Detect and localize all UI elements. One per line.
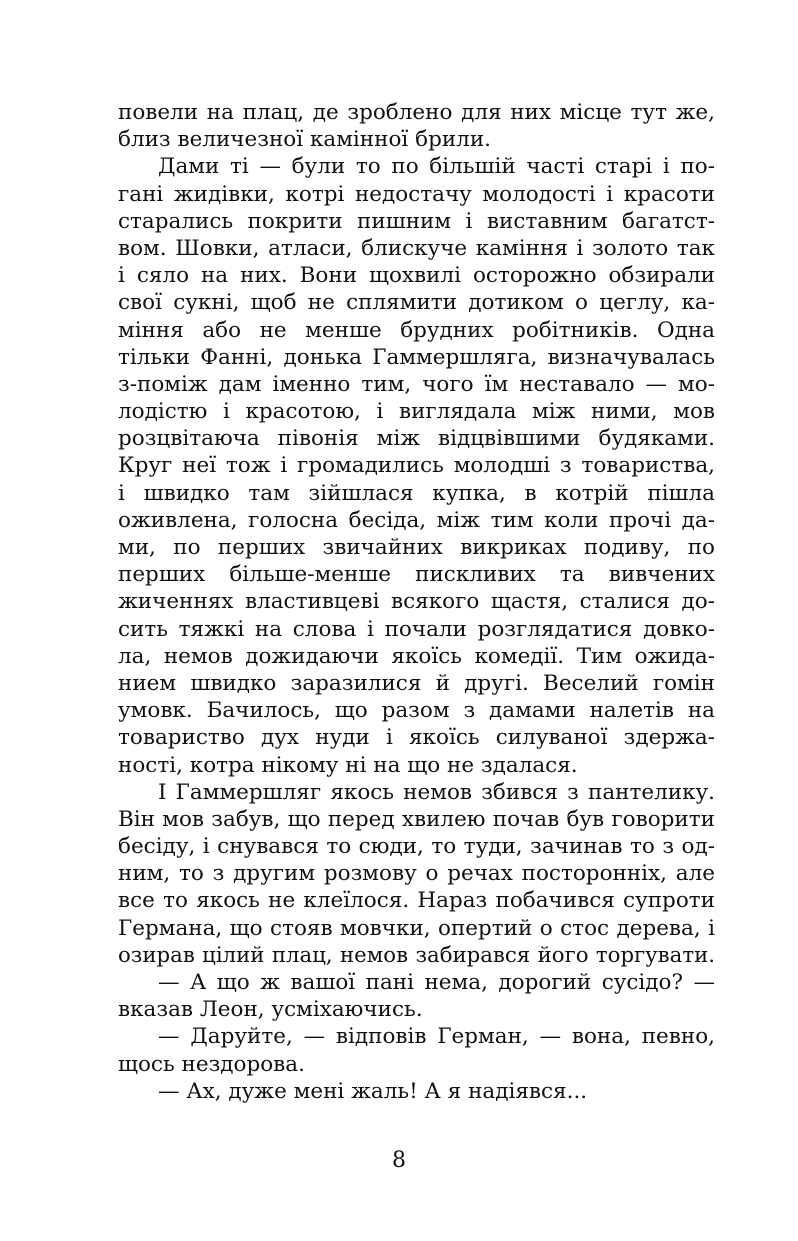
text-line: тільки Фанні, донька Гаммершляга, визначувалась bbox=[118, 344, 715, 370]
text-line: — Даруйте, — відповів Герман, — вона, певно, bbox=[158, 1024, 715, 1050]
text-line: лодістю і красотою, і виглядала між ними, мов bbox=[118, 399, 715, 425]
text-line: все то якось не клеїлося. Нараз побачився супроти bbox=[118, 888, 715, 914]
text-line: і швидко там зійшлася купка, в котрій пішла bbox=[118, 480, 715, 506]
text-line: з-поміж дам іменно тим, чого їм неставало — мо- bbox=[118, 371, 715, 397]
text-line: ності, котра нікому ні на що не здалася. bbox=[118, 752, 578, 778]
text-line: вом. Шовки, атласи, блискуче каміння і золото так bbox=[118, 235, 715, 261]
text-line: Круг неї тож і громадились молодші з товариства, bbox=[118, 453, 715, 479]
text-line: ним, то з другим розмову о речах посторонніх, але bbox=[118, 861, 715, 887]
text-line: озирав цілий плац, немов забирався його торгувати. bbox=[118, 942, 715, 968]
text-line: товариство дух нуди і якоїсь силуваної здержа- bbox=[118, 725, 715, 751]
text-line: старались покрити пишним і виставним багатст- bbox=[118, 208, 715, 234]
text-line: щось нездорова. bbox=[118, 1051, 305, 1077]
text-line: Дами ті — були то по більшій часті старі і по- bbox=[158, 154, 715, 180]
text-line: гані жидівки, котрі недостачу молодості і красоти bbox=[118, 181, 715, 207]
text-line: сить тяжкі на слова і почали розглядатися довко- bbox=[118, 616, 715, 642]
text-line: — А що ж вашої пані нема, дорогий сусідо? — bbox=[158, 970, 715, 995]
text-line: — Ах, дуже мені жаль! А я надіявся... bbox=[158, 1078, 588, 1104]
text-line: бесіду, і снувався то сюди, то туди, зачинав то з од- bbox=[118, 834, 715, 860]
text-line: міння або не менше брудних робітників. Одна bbox=[118, 317, 715, 343]
page-body bbox=[118, 99, 715, 1105]
text-line: Германа, що стояв мовчки, опертий о стос дерева, і bbox=[118, 915, 715, 941]
text-line: ла, немов дожидаючи якоїсь комедії. Тим ожида- bbox=[118, 643, 715, 669]
text-line: жиченнях властивцеві всякого щастя, сталися до- bbox=[118, 589, 715, 615]
text-line: нием швидко заразилися й другі. Веселий гомін bbox=[118, 670, 715, 696]
text-line: І Гаммершляг якось немов збився з пантелику. bbox=[158, 779, 715, 805]
text-line: умовк. Бачилось, що разом з дамами налетів на bbox=[118, 698, 715, 724]
text-line: вказав Леон, усміхаючись. bbox=[118, 997, 423, 1023]
page-number: 8 bbox=[392, 1148, 406, 1173]
text-line: перших більше-менше пискливих та вивчених bbox=[118, 562, 715, 588]
text-line: близ величезної камінної брили. bbox=[118, 127, 491, 153]
text-line: повели на плац, де зроблено для них місце тут же, bbox=[118, 100, 715, 125]
text-line: і сяло на них. Вони щохвилі осторожно обзирали bbox=[118, 263, 715, 289]
text-line: Він мов забув, що перед хвилею почав був говорити bbox=[118, 806, 715, 832]
text-line: свої сукні, щоб не сплямити дотиком о цеглу, ка- bbox=[118, 290, 715, 316]
text-line: розцвітаюча півонія між відцвівшими будяками. bbox=[118, 426, 715, 452]
text-line: ми, по перших звичайних викриках подиву, по bbox=[118, 535, 715, 560]
text-line: оживлена, голосна бесіда, між тим коли прочі да- bbox=[118, 507, 715, 533]
